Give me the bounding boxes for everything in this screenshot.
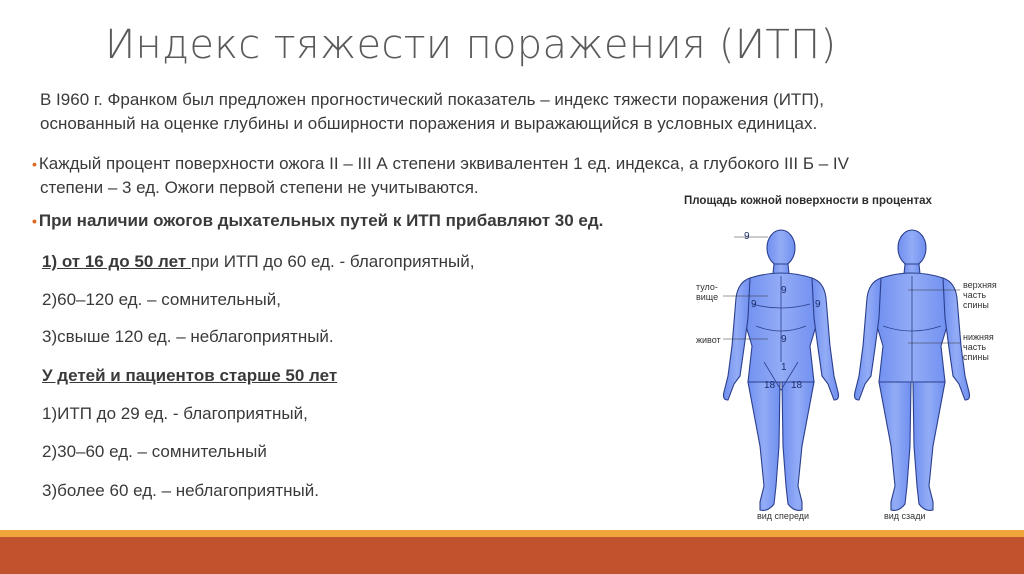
number-arm-right: 9 [815,299,821,310]
bullet-dot-icon: • [32,213,37,229]
bullet-airway-burns [32,211,603,231]
adults-item-1 [42,252,474,272]
children-heading: У детей и пациентов старше 50 лет [42,366,338,385]
number-leg-left: 18 [764,380,776,391]
bullet2-text: При наличии ожогов дыхательных путей к ИТП прибавляют 30 ед. [38,211,604,230]
number-groin: 1 [781,362,787,373]
label-torso: туло- вище [696,282,719,302]
children-item-3: 3)более 60 ед. – неблагоприятный. [42,481,319,500]
caption-front-view: вид спереди [757,511,810,521]
number-head: 9 [744,231,750,242]
intro-line-1: В I960 г. Франком был предложен прогностический показатель – индекс тяжести поражения (ИТП), [40,90,824,109]
number-chest: 9 [781,285,787,296]
number-leg-right: 18 [791,380,803,391]
intro-paragraph [40,88,990,136]
adults-item-2: 2)60–120 ед. – сомнительный, [42,290,281,309]
label-belly: живот [696,335,721,345]
footer-bar [0,537,1024,574]
adults-item-3: 3)свыше 120 ед. – неблагоприятный. [42,327,334,346]
number-arm-left: 9 [751,299,757,310]
intro-line-2: основанный на оценке глубины и обширности поражения и выражающийся в условных единицах. [40,114,818,133]
label-lower-back: нижняя часть спины [963,332,994,362]
bullet1-line-2: степени – 3 ед. Ожоги первой степени не учитываются. [40,178,479,197]
body-surface-illustration [668,186,1008,522]
slide-title: Индекс тяжести поражения (ИТП) [105,22,837,68]
adults-item-1-text: при ИТП до 60 ед. - благоприятный, [190,252,475,271]
number-belly: 9 [781,334,787,345]
caption-back-view: вид сзади [884,511,926,521]
footer-accent-bar [0,530,1024,537]
bullet1-line-1: Каждый процент поверхности ожога II – III А степени эквивалентен 1 ед. индекса, а глубокого III Б – IV [38,154,849,173]
children-item-1: 1)ИТП до 29 ед. - благоприятный, [42,404,308,423]
figure-title: Площадь кожной поверхности в процентах [684,195,932,207]
children-item-2: 2)30–60 ед. – сомнительный [42,442,267,461]
label-upper-back: верхняя часть спины [963,280,997,310]
adults-heading: 1) от 16 до 50 лет [42,252,191,271]
bullet-dot-icon: • [32,156,37,172]
